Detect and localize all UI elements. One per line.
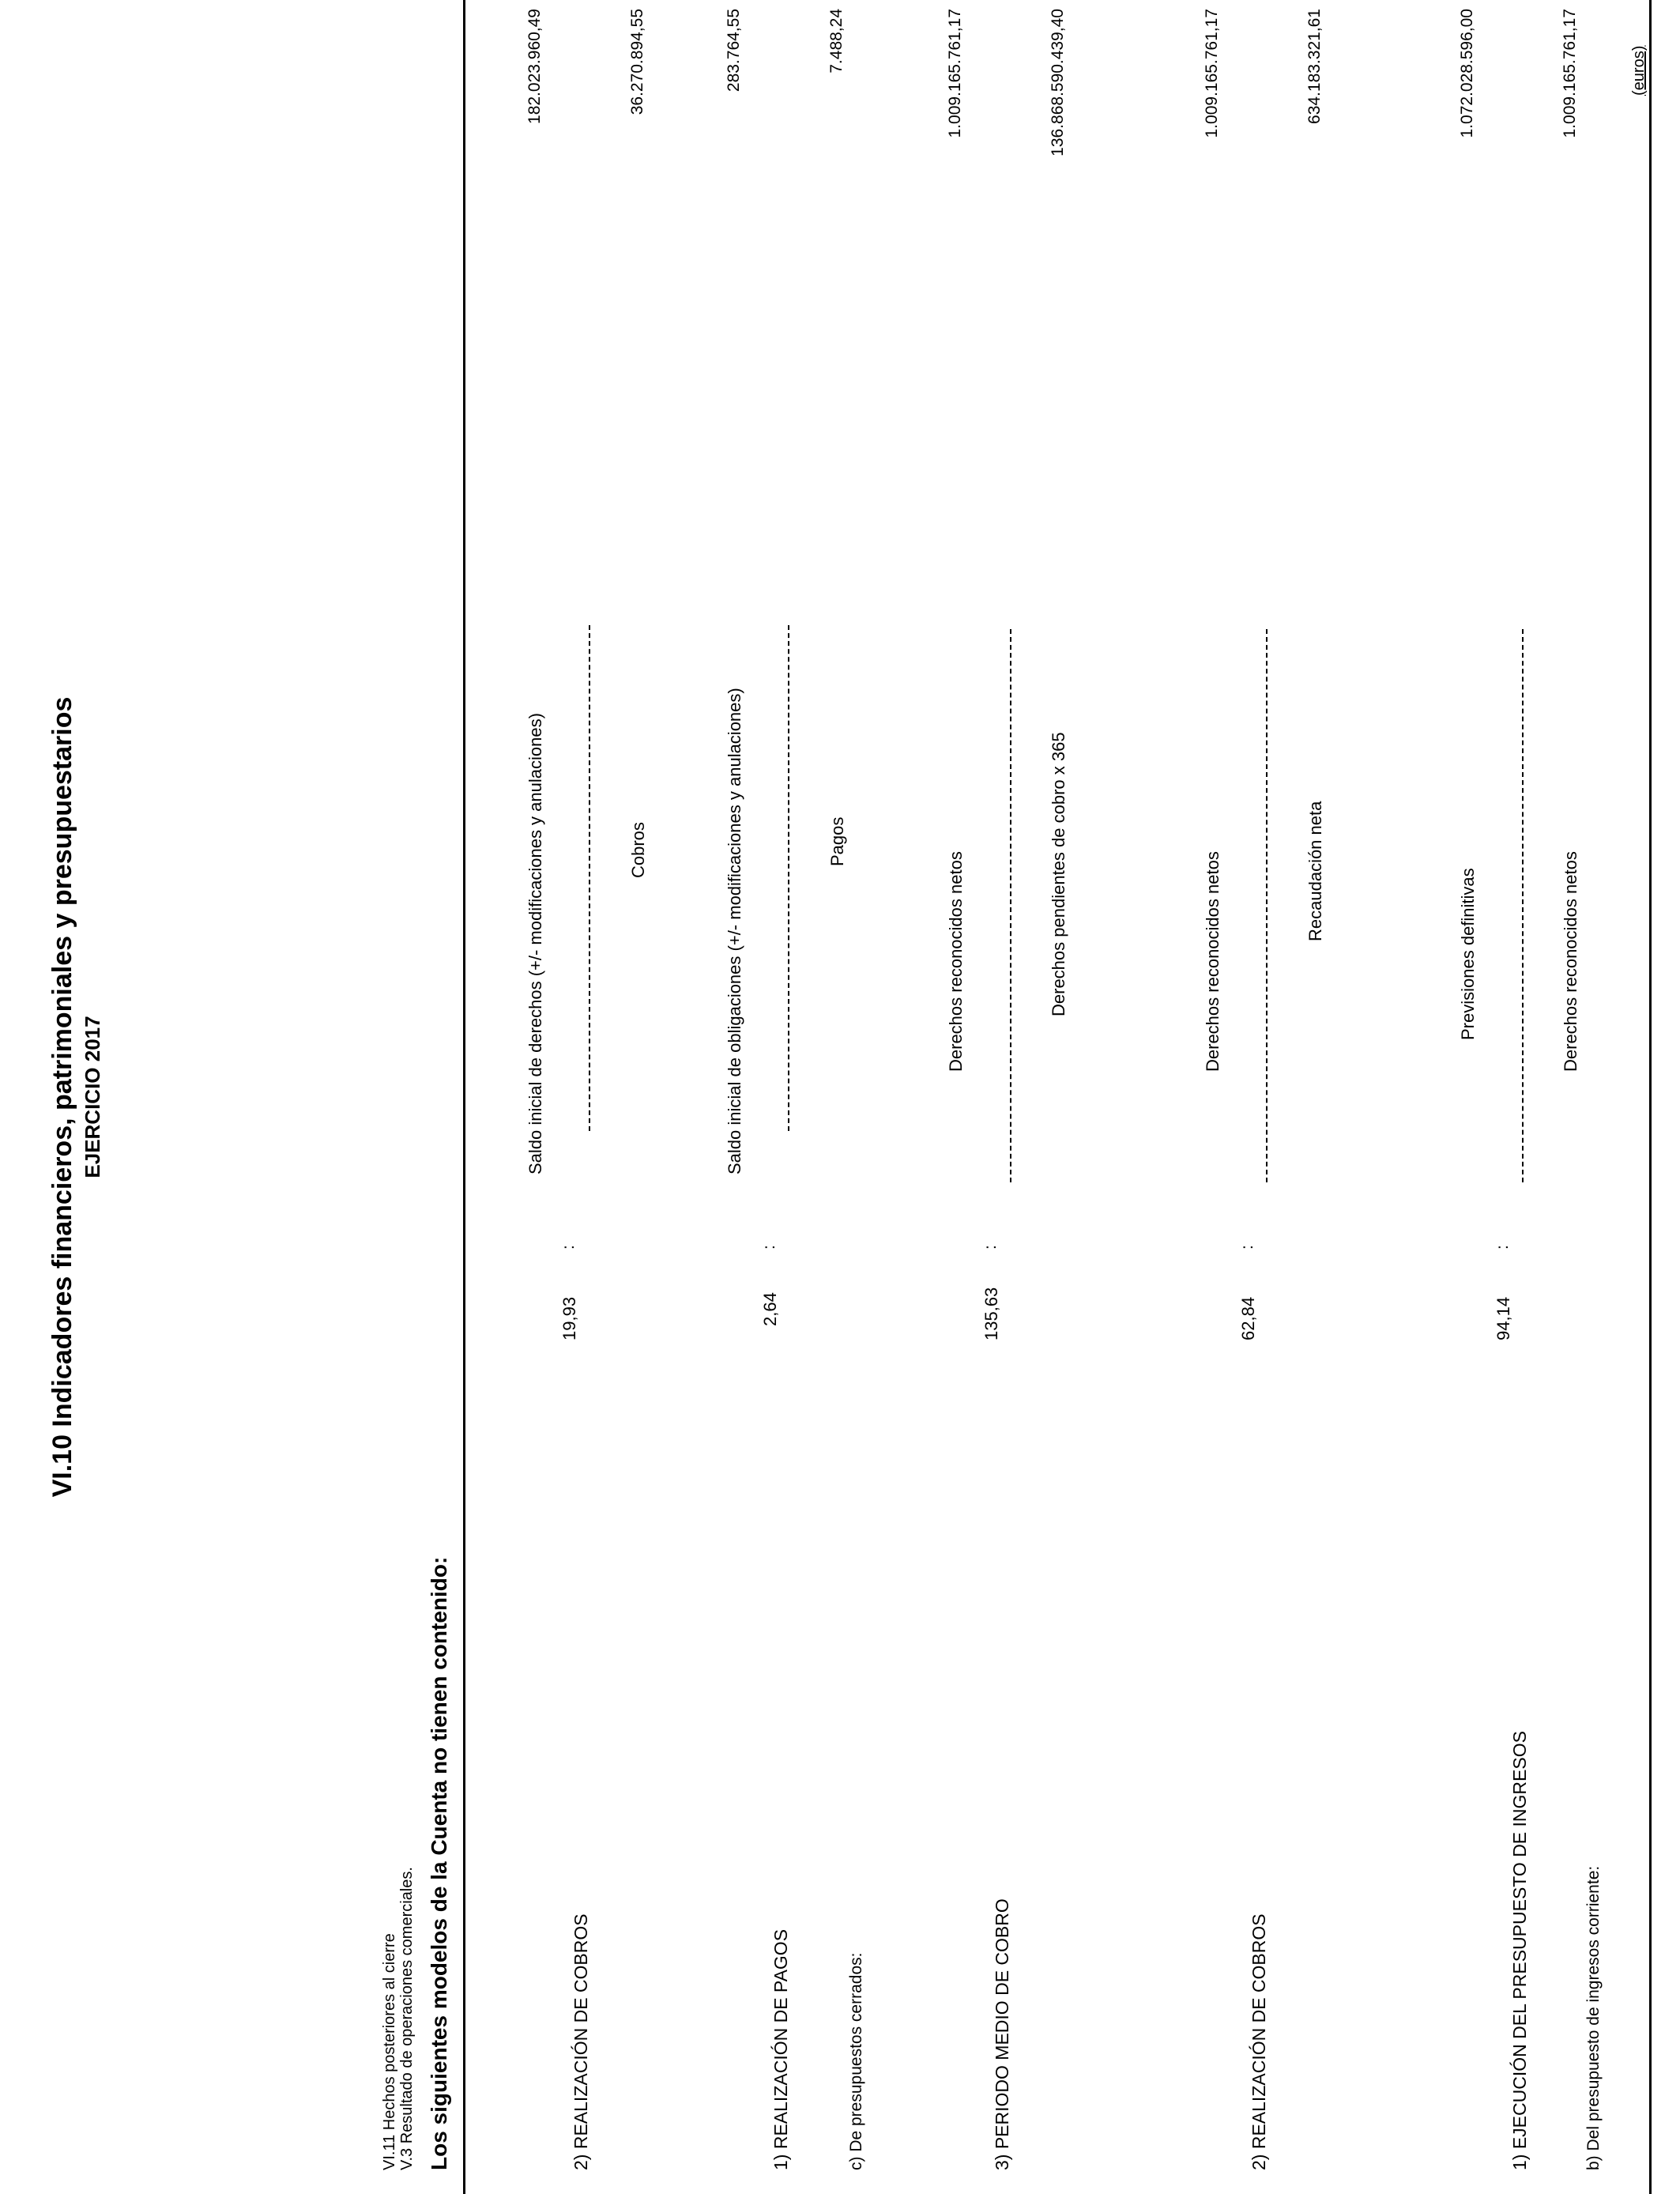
footer-rule bbox=[463, 0, 465, 2194]
indicator-name: 2) REALIZACIÓN DE COBROS bbox=[1249, 1913, 1269, 2170]
colon: : bbox=[1238, 1245, 1256, 1250]
numerator-value: 7.488,24 bbox=[827, 9, 846, 74]
numerator-value: 634.183.321,61 bbox=[1305, 9, 1324, 124]
fraction-line bbox=[788, 625, 789, 1131]
colon: : bbox=[559, 1245, 578, 1250]
units-label: (euros) bbox=[1630, 45, 1648, 96]
denominator-value: 1.009.165.761,17 bbox=[946, 9, 964, 138]
indicator-value: 94,14 bbox=[1494, 1296, 1513, 1340]
section-c-heading: c) De presupuestos cerrados: bbox=[847, 1952, 865, 2170]
indicator-value: 2,64 bbox=[760, 1292, 780, 1326]
numerator-label: Cobros bbox=[628, 822, 648, 878]
denominator-label: Saldo inicial de obligaciones (+/- modificaciones y anulaciones) bbox=[725, 688, 744, 1174]
page-title: VI.10 Indicadores financieros, patrimoniales y presupuestarios bbox=[47, 696, 77, 1498]
fraction-line bbox=[1010, 629, 1011, 1182]
numerator-label: Pagos bbox=[827, 816, 847, 866]
indicator-value: 62,84 bbox=[1238, 1296, 1258, 1340]
indicator-name: 2) REALIZACIÓN DE COBROS bbox=[571, 1913, 591, 2170]
denominator-value: 1.072.028.596,00 bbox=[1458, 9, 1476, 138]
fraction-line bbox=[589, 625, 590, 1131]
numerator-label: Recaudación neta bbox=[1305, 801, 1325, 941]
indicator-name: 1) REALIZACIÓN DE PAGOS bbox=[770, 1928, 791, 2170]
numerator-value: 1.009.165.761,17 bbox=[1561, 9, 1579, 138]
colon: : bbox=[1494, 1245, 1512, 1250]
numerator-label: Derechos pendientes de cobro x 365 bbox=[1049, 732, 1068, 1016]
denominator-value: 1.009.165.761,17 bbox=[1203, 9, 1221, 138]
fraction-line bbox=[1522, 629, 1524, 1182]
section-b-heading: b) Del presupuesto de ingresos corriente: bbox=[1584, 1865, 1603, 2170]
numerator-label: Derechos reconocidos netos bbox=[1561, 851, 1580, 1072]
denominator-label: Saldo inicial de derechos (+/- modificaciones y anulaciones) bbox=[525, 713, 545, 1174]
denominator-label: Derechos reconocidos netos bbox=[946, 851, 966, 1072]
indicator-value: 19,93 bbox=[559, 1296, 579, 1340]
footer-heading: Los siguientes modelos de la Cuenta no tienen contenido: bbox=[427, 1556, 451, 2170]
denominator-label: Derechos reconocidos netos bbox=[1203, 851, 1222, 1072]
denominator-label: Previsiones definitivas bbox=[1458, 868, 1478, 1040]
footer-item: V.3 Resultado de operaciones comerciales. bbox=[398, 1867, 416, 2170]
colon: : bbox=[981, 1245, 1000, 1250]
page-subtitle: EJERCICIO 2017 bbox=[81, 1016, 104, 1178]
numerator-value: 136.868.590.439,40 bbox=[1049, 9, 1067, 156]
footer-item: VI.11 Hechos posteriores al cierre bbox=[381, 1933, 398, 2170]
fraction-line bbox=[1266, 629, 1268, 1182]
top-rule bbox=[1649, 0, 1652, 2194]
denominator-value: 283.764,55 bbox=[725, 9, 743, 92]
colon: : bbox=[760, 1245, 778, 1250]
indicator-name: 1) EJECUCIÓN DEL PRESUPUESTO DE INGRESOS bbox=[1509, 1731, 1530, 2170]
indicator-value: 135,63 bbox=[981, 1287, 1001, 1340]
denominator-value: 182.023.960,49 bbox=[525, 9, 544, 124]
numerator-value: 36.270.894,55 bbox=[628, 9, 646, 115]
indicator-name: 3) PERIODO MEDIO DE COBRO bbox=[992, 1898, 1012, 2170]
